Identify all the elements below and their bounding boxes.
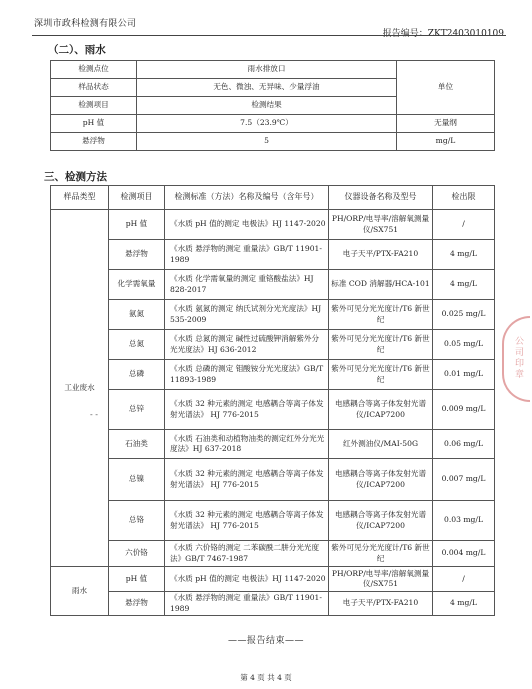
cell-standard: 《水质 氨氮的测定 纳氏试剂分光光度法》HJ 535-2009 xyxy=(165,300,329,330)
table-row xyxy=(51,360,495,390)
cell-standard: 《水质 总磷的测定 钼酸铵分光光度法》GB/T 11893-1989 xyxy=(165,360,329,390)
cell-ss-unit: mg/L xyxy=(397,133,495,151)
table-row xyxy=(51,270,495,300)
cell-instrument: 紫外可见分光光度计/T6 新世纪 xyxy=(329,360,433,390)
cell-state-label: 样品状态 xyxy=(51,79,137,97)
report-end-mark: ——报告结束—— xyxy=(227,636,304,646)
cell-instrument: 红外测油仪/MAI-50G xyxy=(329,430,433,459)
cell-point-value: 雨水排放口 xyxy=(137,61,397,79)
cell-instrument: 电感耦合等离子体发射光谱仪/ICAP7200 xyxy=(329,459,433,501)
cell-standard: 《水质 总氮的测定 碱性过硫酸钾消解紫外分光光度法》HJ 636-2012 xyxy=(165,330,329,360)
table-row xyxy=(51,210,495,240)
section-rain-title: （二）、雨水 xyxy=(48,44,106,56)
method-table xyxy=(50,185,495,616)
cell-limit: 0.025 mg/L xyxy=(433,300,495,330)
table-row xyxy=(51,567,495,592)
table-row xyxy=(51,61,495,79)
cell-limit: 0.06 mg/L xyxy=(433,430,495,459)
sample-type-rainwater: 雨水 xyxy=(51,567,109,616)
table-row xyxy=(51,300,495,330)
cell-instrument: 紫外可见分光光度计/T6 新世纪 xyxy=(329,330,433,360)
cell-limit: 0.03 mg/L xyxy=(433,501,495,541)
cell-instrument: 电子天平/PTX-FA210 xyxy=(329,240,433,270)
sample-type-wastewater: 工业废水 xyxy=(51,210,109,567)
col-header-instrument: 仪器设备名称及型号 xyxy=(329,186,433,210)
cell-limit: 0.007 mg/L xyxy=(433,459,495,501)
table-header-row xyxy=(51,186,495,210)
table-row xyxy=(51,459,495,501)
company-seal-stamp xyxy=(502,316,530,402)
cell-limit: 0.01 mg/L xyxy=(433,360,495,390)
cell-item: 总镍 xyxy=(109,459,165,501)
cell-item-label: 检测项目 xyxy=(51,97,137,115)
cell-standard: 《水质 悬浮物的测定 重量法》GB/T 11901-1989 xyxy=(165,592,329,616)
cell-item: 悬浮物 xyxy=(109,240,165,270)
cell-instrument: PH/ORP/电导率/溶解氧测量仪/SX751 xyxy=(329,567,433,592)
table-row xyxy=(51,390,495,430)
cell-item: 总磷 xyxy=(109,360,165,390)
table-row xyxy=(51,541,495,567)
cell-item: 氨氮 xyxy=(109,300,165,330)
col-header-sample-type: 样品类型 xyxy=(51,186,109,210)
section-method-title: 三、检测方法 xyxy=(44,171,107,183)
cell-limit: 4 mg/L xyxy=(433,240,495,270)
cell-standard: 《水质 石油类和动植物油类的测定红外分光光度法》HJ 637-2018 xyxy=(165,430,329,459)
cell-item: 总锌 xyxy=(109,390,165,430)
table-row xyxy=(51,592,495,616)
cell-instrument: 紫外可见分光光度计/T6 新世纪 xyxy=(329,541,433,567)
cell-instrument: 标准 COD 消解器/HCA-101 xyxy=(329,270,433,300)
page-number: 第 4 页 共 4 页 xyxy=(240,673,292,682)
table-row xyxy=(51,430,495,459)
cell-result-label: 检测结果 xyxy=(137,97,397,115)
table-row xyxy=(51,115,495,133)
table-row xyxy=(51,133,495,151)
table-row xyxy=(51,501,495,541)
cell-ph-value: 7.5（23.9℃） xyxy=(137,115,397,133)
cell-limit: 0.05 mg/L xyxy=(433,330,495,360)
cell-limit: 4 mg/L xyxy=(433,592,495,616)
cell-standard: 《水质 化学需氧量的测定 重铬酸盐法》HJ 828-2017 xyxy=(165,270,329,300)
cell-standard: 《水质 pH 值的测定 电极法》HJ 1147-2020 xyxy=(165,567,329,592)
cell-limit: 0.009 mg/L xyxy=(433,390,495,430)
report-header-org: 深圳市政科检测有限公司 xyxy=(34,19,137,29)
cell-point-label: 检测点位 xyxy=(51,61,137,79)
cell-standard: 《水质 六价铬的测定 二苯碳酰二肼分光光度法》GB/T 7467-1987 xyxy=(165,541,329,567)
table-row xyxy=(51,240,495,270)
cell-item: 石油类 xyxy=(109,430,165,459)
cell-item: 总铬 xyxy=(109,501,165,541)
col-header-item: 检测项目 xyxy=(109,186,165,210)
margin-ticks: - - xyxy=(90,410,98,419)
col-header-limit: 检出限 xyxy=(433,186,495,210)
cell-limit: 4 mg/L xyxy=(433,270,495,300)
cell-ph-unit: 无量纲 xyxy=(397,115,495,133)
cell-limit: / xyxy=(433,567,495,592)
cell-item: pH 值 xyxy=(109,210,165,240)
cell-standard: 《水质 32 种元素的测定 电感耦合等离子体发射光谱法》 HJ 776-2015 xyxy=(165,501,329,541)
cell-state-value: 无色、微浊、无异味、少量浮油 xyxy=(137,79,397,97)
cell-instrument: PH/ORP/电导率/溶解氧测量仪/SX751 xyxy=(329,210,433,240)
table-row xyxy=(51,330,495,360)
cell-unit-label: 单位 xyxy=(397,61,495,115)
rain-result-table xyxy=(50,60,495,151)
cell-instrument: 紫外可见分光光度计/T6 新世纪 xyxy=(329,300,433,330)
cell-standard: 《水质 32 种元素的测定 电感耦合等离子体发射光谱法》 HJ 776-2015 xyxy=(165,459,329,501)
cell-item: pH 值 xyxy=(109,567,165,592)
cell-instrument: 电感耦合等离子体发射光谱仪/ICAP7200 xyxy=(329,390,433,430)
cell-item: 总氮 xyxy=(109,330,165,360)
cell-instrument: 电子天平/PTX-FA210 xyxy=(329,592,433,616)
cell-limit: 0.004 mg/L xyxy=(433,541,495,567)
cell-standard: 《水质 32 种元素的测定 电感耦合等离子体发射光谱法》 HJ 776-2015 xyxy=(165,390,329,430)
report-number: 报告编号：ZKT2403010109 xyxy=(382,29,504,39)
cell-ss-label: 悬浮物 xyxy=(51,133,137,151)
seal-text: 公司印章 xyxy=(513,336,523,380)
cell-item: 化学需氧量 xyxy=(109,270,165,300)
cell-instrument: 电感耦合等离子体发射光谱仪/ICAP7200 xyxy=(329,501,433,541)
cell-item: 悬浮物 xyxy=(109,592,165,616)
cell-standard: 《水质 pH 值的测定 电极法》HJ 1147-2020 xyxy=(165,210,329,240)
cell-ph-label: pH 值 xyxy=(51,115,137,133)
cell-ss-value: 5 xyxy=(137,133,397,151)
col-header-standard: 检测标准（方法）名称及编号（含年号） xyxy=(165,186,329,210)
cell-standard: 《水质 悬浮物的测定 重量法》GB/T 11901-1989 xyxy=(165,240,329,270)
header-divider xyxy=(32,35,506,36)
cell-limit: / xyxy=(433,210,495,240)
cell-item: 六价铬 xyxy=(109,541,165,567)
